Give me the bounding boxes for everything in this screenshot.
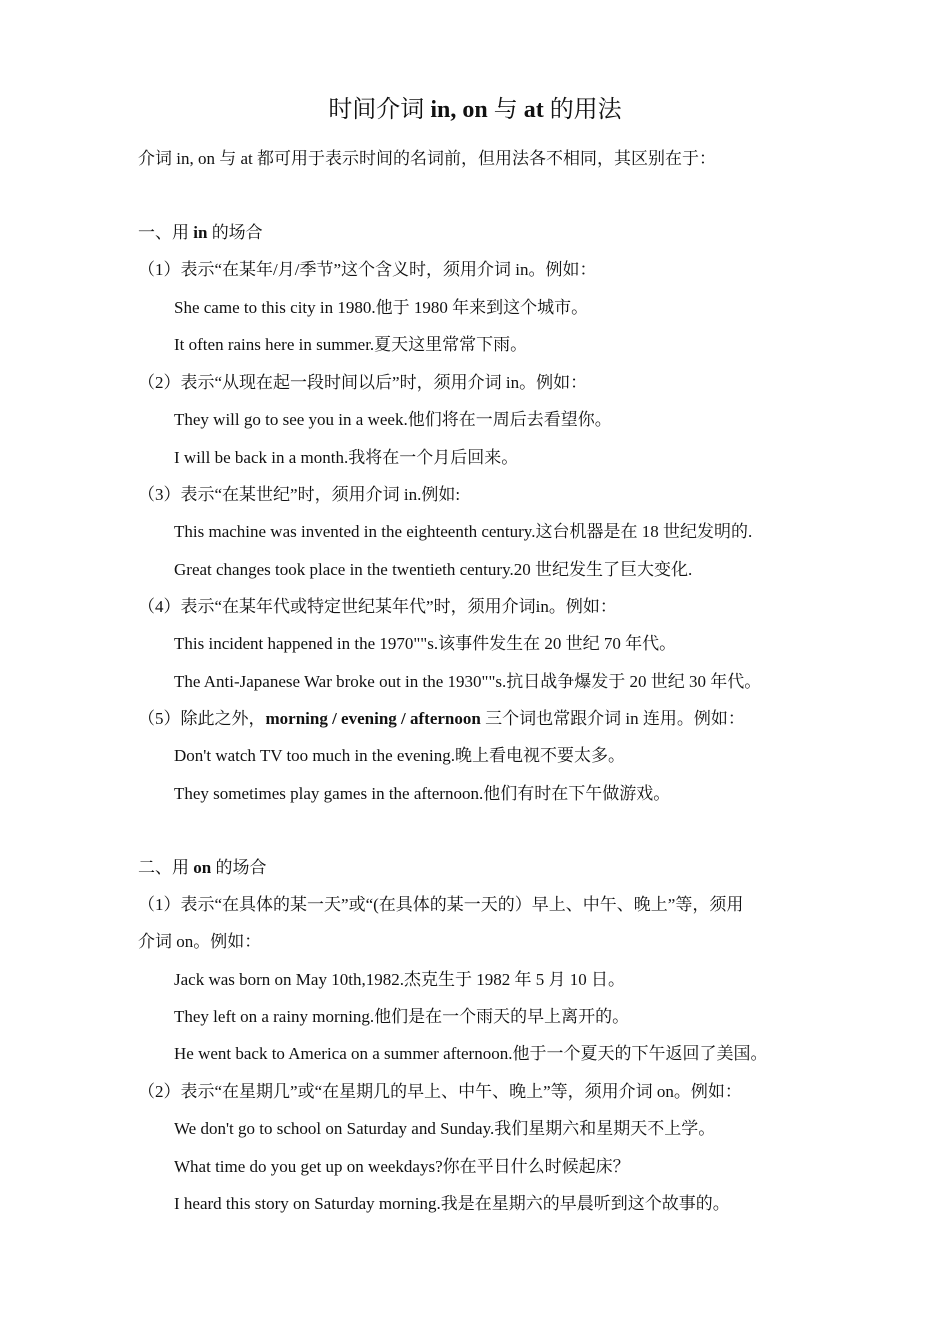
example-line: They left on a rainy morning.他们是在一个雨天的早上离开的。 bbox=[174, 1007, 630, 1026]
page-title: 时间介词 in, on 与 at 的用法 bbox=[328, 97, 622, 123]
example-line: We don't go to school on Saturday and Sunday.我们星期六和星期天不上学。 bbox=[174, 1119, 716, 1138]
example-line: Great changes took place in the twentieth century.20 世纪发生了巨大变化. bbox=[174, 560, 693, 579]
example-line: She came to this city in 1980.他于 1980 年来到这个城市。 bbox=[174, 298, 589, 317]
title-bold-at: at bbox=[523, 97, 544, 123]
example-line: It often rains here in summer.夏天这里常常下雨。 bbox=[174, 335, 528, 354]
example-line: Don't watch TV too much in the evening.晚上看电视不要太多。 bbox=[174, 746, 625, 765]
rule-in-3: （3）表示“在某世纪”时，须用介词 in.例如: bbox=[138, 485, 461, 504]
example-line: Jack was born on May 10th,1982.杰克生于 1982 年 5 月 10 日。 bbox=[174, 970, 625, 989]
example-line: The Anti-Japanese War broke out in the 1930""s.抗日战争爆发于 20 世纪 30 年代。 bbox=[174, 672, 762, 691]
example-line: I heard this story on Saturday morning.我是在星期六的早晨听到这个故事的。 bbox=[174, 1194, 730, 1213]
example-line: What time do you get up on weekdays?你在平日什么时候起床？ bbox=[174, 1157, 630, 1176]
rule-on-1-line2: 介词 on。例如： bbox=[138, 932, 262, 951]
example-line: This incident happened in the 1970""s.该事件发生在 20 世纪 70 年代。 bbox=[174, 634, 677, 653]
example-line: They will go to see you in a week.他们将在一周后去看望你。 bbox=[174, 410, 612, 429]
example-line: He went back to America on a summer afternoon.他于一个夏天的下午返回了美国。 bbox=[174, 1044, 768, 1063]
example-line: They sometimes play games in the afternoon.他们有时在下午做游戏。 bbox=[174, 784, 671, 803]
example-line: This machine was invented in the eighteenth century.这台机器是在 18 世纪发明的. bbox=[174, 522, 753, 541]
rule-in-4: （4）表示“在某年代或特定世纪某年代”时，须用介词in。例如： bbox=[138, 597, 617, 616]
section-heading-in: 一、用 in 的场合 bbox=[138, 223, 263, 242]
intro-paragraph: 介词 in, on 与 at 都可用于表示时间的名词前，但用法各不相同，其区别在于： bbox=[138, 149, 716, 168]
rule-on-1-line1: （1）表示“在具体的某一天”或“(在具体的某一天的）早上、中午、晚上”等，须用 bbox=[138, 895, 744, 914]
title-bold-in-on: in, on bbox=[430, 97, 488, 123]
example-line: I will be back in a month.我将在一个月后回来。 bbox=[174, 448, 519, 467]
rule-on-2: （2）表示“在星期几”或“在星期几的早上、中午、晚上”等，须用介词 on。例如： bbox=[138, 1082, 742, 1101]
section-heading-on: 二、用 on 的场合 bbox=[138, 858, 267, 877]
rule-in-1: （1）表示“在某年/月/季节”这个含义时，须用介词 in。例如： bbox=[138, 260, 597, 279]
rule-in-2: （2）表示“从现在起一段时间以后”时，须用介词 in。例如： bbox=[138, 373, 588, 392]
rule-in-5: （5）除此之外，morning / evening / afternoon 三个词也常跟介词 in 连用。例如： bbox=[138, 709, 745, 728]
